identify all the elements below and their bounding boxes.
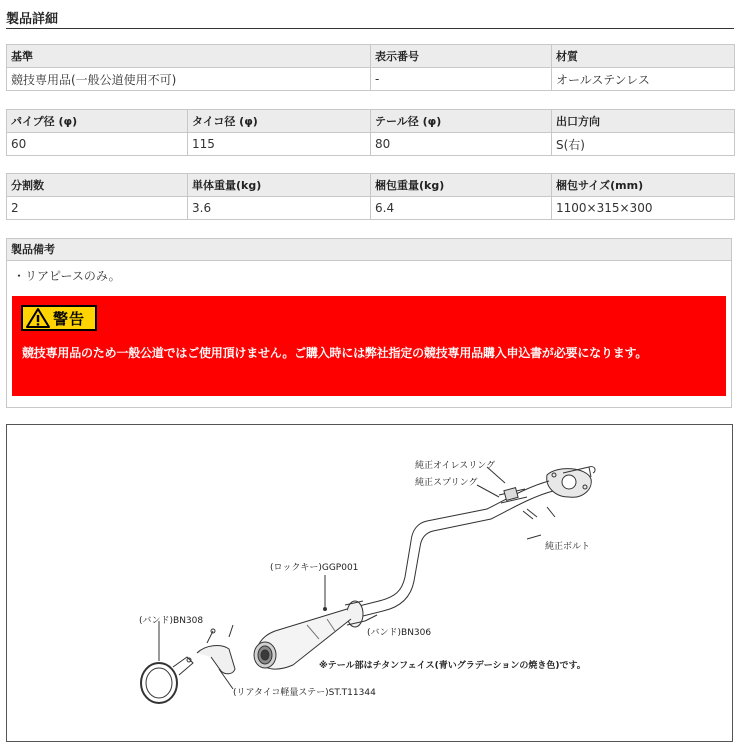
value-material: オールステンレス	[552, 68, 735, 91]
diagram-note: ※テール部はチタンフェイス(青いグラデーションの焼き色)です。	[319, 661, 586, 671]
value-pipe-diameter: 60	[7, 133, 188, 156]
table-header-row	[7, 174, 735, 197]
table-row	[7, 197, 735, 220]
label-lock-key: (ロックキー)GGP001	[270, 563, 359, 573]
label-stay: (リアタイコ軽量ステー)ST.T11344	[233, 688, 376, 698]
header-standard: 基準	[7, 45, 371, 68]
header-display-number: 表示番号	[371, 45, 552, 68]
warning-box	[12, 296, 726, 396]
remarks-note: ・リアピースのみ。	[13, 269, 121, 283]
label-bolt: 純正ボルト	[545, 542, 591, 552]
label-oil-ring: 純正オイレスリング	[415, 461, 496, 471]
label-spring: 純正スプリング	[415, 478, 478, 488]
value-unit-weight: 3.6	[188, 197, 371, 220]
header-muffler-diameter: タイコ径 (φ)	[188, 110, 371, 133]
table-header-row	[7, 110, 735, 133]
header-pipe-diameter: パイプ径 (φ)	[7, 110, 188, 133]
value-display-number: -	[371, 68, 552, 91]
value-split-count: 2	[7, 197, 188, 220]
product-remarks	[6, 238, 732, 408]
label-band-bn308: (バンド)BN308	[139, 616, 204, 626]
header-unit-weight: 単体重量(kg)	[188, 174, 371, 197]
value-package-weight: 6.4	[371, 197, 552, 220]
value-package-size: 1100×315×300	[552, 197, 735, 220]
title-divider	[6, 28, 734, 29]
table-row	[7, 133, 735, 156]
header-package-size: 梱包サイズ(mm)	[552, 174, 735, 197]
spec-table-weight	[6, 173, 735, 220]
exhaust-diagram	[6, 424, 733, 742]
spec-table-standard	[6, 44, 735, 91]
remarks-header: 製品備考	[7, 239, 731, 261]
warning-triangle-icon	[25, 307, 51, 329]
header-package-weight: 梱包重量(kg)	[371, 174, 552, 197]
warning-text: 競技専用品のため一般公道ではご使用頂けません。ご購入時には弊社指定の競技専用品購入申込書が必要になります。	[22, 346, 648, 360]
value-tail-diameter: 80	[371, 133, 552, 156]
header-tail-diameter: テール径 (φ)	[371, 110, 552, 133]
table-row	[7, 68, 735, 91]
warning-label: 警告	[53, 309, 86, 328]
header-split-count: 分割数	[7, 174, 188, 197]
header-exit-direction: 出口方向	[552, 110, 735, 133]
warning-badge	[21, 305, 97, 331]
spec-table-dimensions	[6, 109, 735, 156]
value-standard: 競技専用品(一般公道使用不可)	[7, 68, 371, 91]
section-title: 製品詳細	[6, 12, 59, 27]
table-header-row	[7, 45, 735, 68]
value-exit-direction: S(右)	[552, 133, 735, 156]
value-muffler-diameter: 115	[188, 133, 371, 156]
label-band-bn306: (バンド)BN306	[367, 628, 432, 638]
header-material: 材質	[552, 45, 735, 68]
